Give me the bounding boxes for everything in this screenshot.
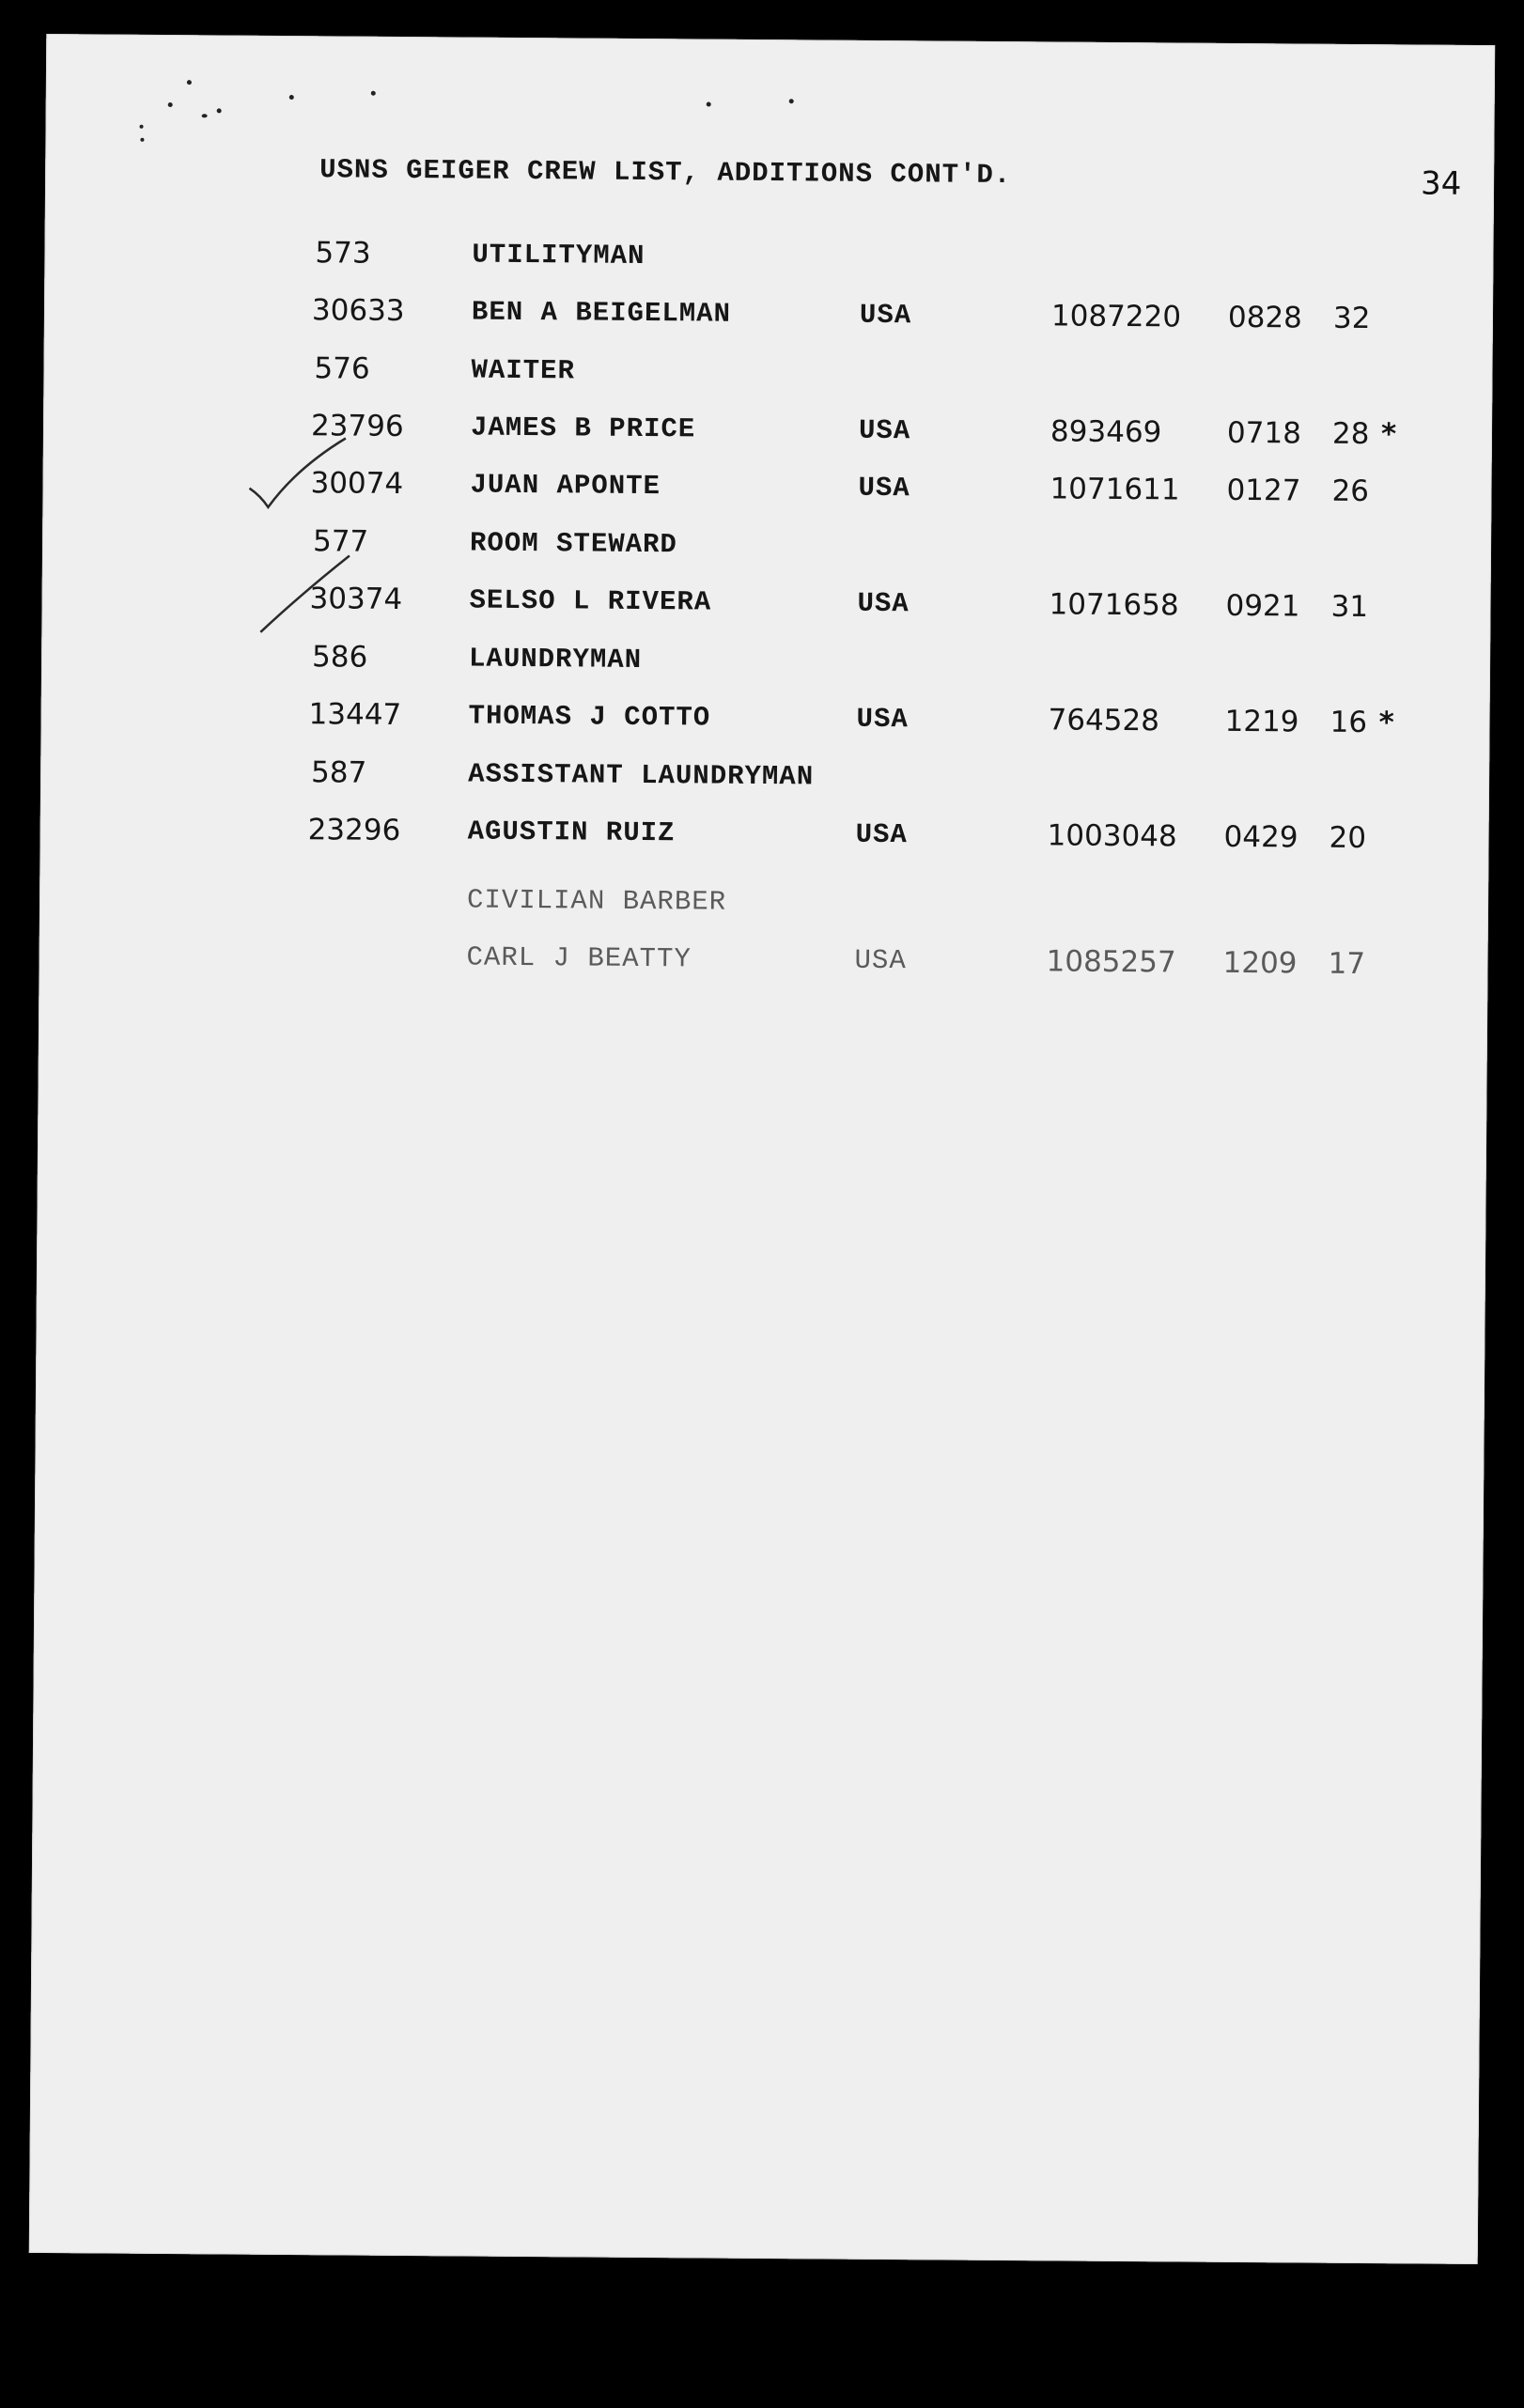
date-code: 0718	[1226, 415, 1302, 451]
crew-name: JUAN APONTE	[470, 469, 661, 503]
position-code: 586	[311, 640, 368, 675]
age: 32	[1332, 301, 1371, 336]
ink-speck	[140, 138, 144, 142]
age: 20	[1329, 820, 1367, 856]
document-title: USNS GEIGER CREW LIST, ADDITIONS CONT'D.	[319, 154, 1012, 192]
ink-speck	[187, 80, 192, 85]
document-number: 1071611	[1050, 472, 1180, 507]
age: 26	[1331, 474, 1370, 509]
crew-id: 23296	[307, 813, 401, 847]
document-number: 1003048	[1047, 818, 1177, 854]
ink-speck	[168, 102, 173, 107]
nationality: USA	[859, 299, 912, 332]
ink-speck	[707, 102, 711, 107]
paper-sheet	[29, 34, 1496, 2264]
crew-id: 30074	[310, 466, 404, 501]
document-number: 1085257	[1046, 944, 1176, 980]
position-title: CIVILIAN BARBER	[466, 884, 727, 918]
crew-id: 23796	[310, 409, 404, 443]
date-code: 0127	[1226, 473, 1301, 508]
crew-name: SELSO L RIVERA	[469, 584, 712, 618]
position-title: LAUNDRYMAN	[468, 643, 643, 676]
nationality: USA	[858, 414, 911, 447]
ink-speck	[140, 125, 144, 129]
age: 28	[1331, 416, 1370, 452]
crew-name: JAMES B PRICE	[470, 412, 696, 445]
crew-name: AGUSTIN RUIZ	[467, 816, 676, 849]
crew-name: THOMAS J COTTO	[468, 700, 711, 734]
crew-name: BEN A BEIGELMAN	[471, 296, 732, 330]
date-code: 1219	[1224, 704, 1299, 739]
position-title: WAITER	[471, 354, 576, 387]
crew-id: 30374	[309, 582, 403, 616]
document-number: 893469	[1050, 414, 1162, 450]
nationality: USA	[855, 818, 908, 851]
position-title: ASSISTANT LAUNDRYMAN	[467, 758, 815, 793]
nationality: USA	[857, 587, 910, 620]
date-code: 1209	[1222, 945, 1298, 981]
age: 16	[1330, 705, 1368, 740]
crew-id: 13447	[308, 697, 402, 732]
position-code: 587	[310, 755, 367, 790]
ink-speck	[217, 108, 222, 113]
nationality: USA	[854, 944, 907, 977]
ink-speck	[371, 91, 376, 96]
crew-name: CARL J BEATTY	[466, 941, 692, 975]
date-code: 0921	[1225, 588, 1300, 624]
crew-id: 30633	[311, 293, 405, 328]
age: 31	[1330, 589, 1369, 625]
document-number: 1071658	[1049, 587, 1179, 623]
position-title: UTILITYMAN	[472, 239, 645, 272]
asterisk-mark: *	[1378, 706, 1394, 740]
page-number: 34	[1420, 164, 1462, 203]
position-code: 576	[314, 351, 370, 386]
document-number: 764528	[1048, 703, 1160, 738]
document-number: 1087220	[1050, 299, 1182, 334]
position-title: ROOM STEWARD	[469, 527, 678, 561]
nationality: USA	[856, 703, 909, 736]
date-code: 0828	[1227, 300, 1303, 335]
position-code: 577	[312, 524, 369, 559]
nationality: USA	[858, 472, 910, 505]
ink-speck	[789, 99, 794, 103]
ink-speck	[202, 114, 208, 117]
date-code: 0429	[1223, 819, 1299, 855]
position-code: 573	[315, 236, 371, 271]
age: 17	[1328, 946, 1366, 982]
ink-speck	[289, 95, 294, 100]
asterisk-mark: *	[1380, 417, 1397, 452]
